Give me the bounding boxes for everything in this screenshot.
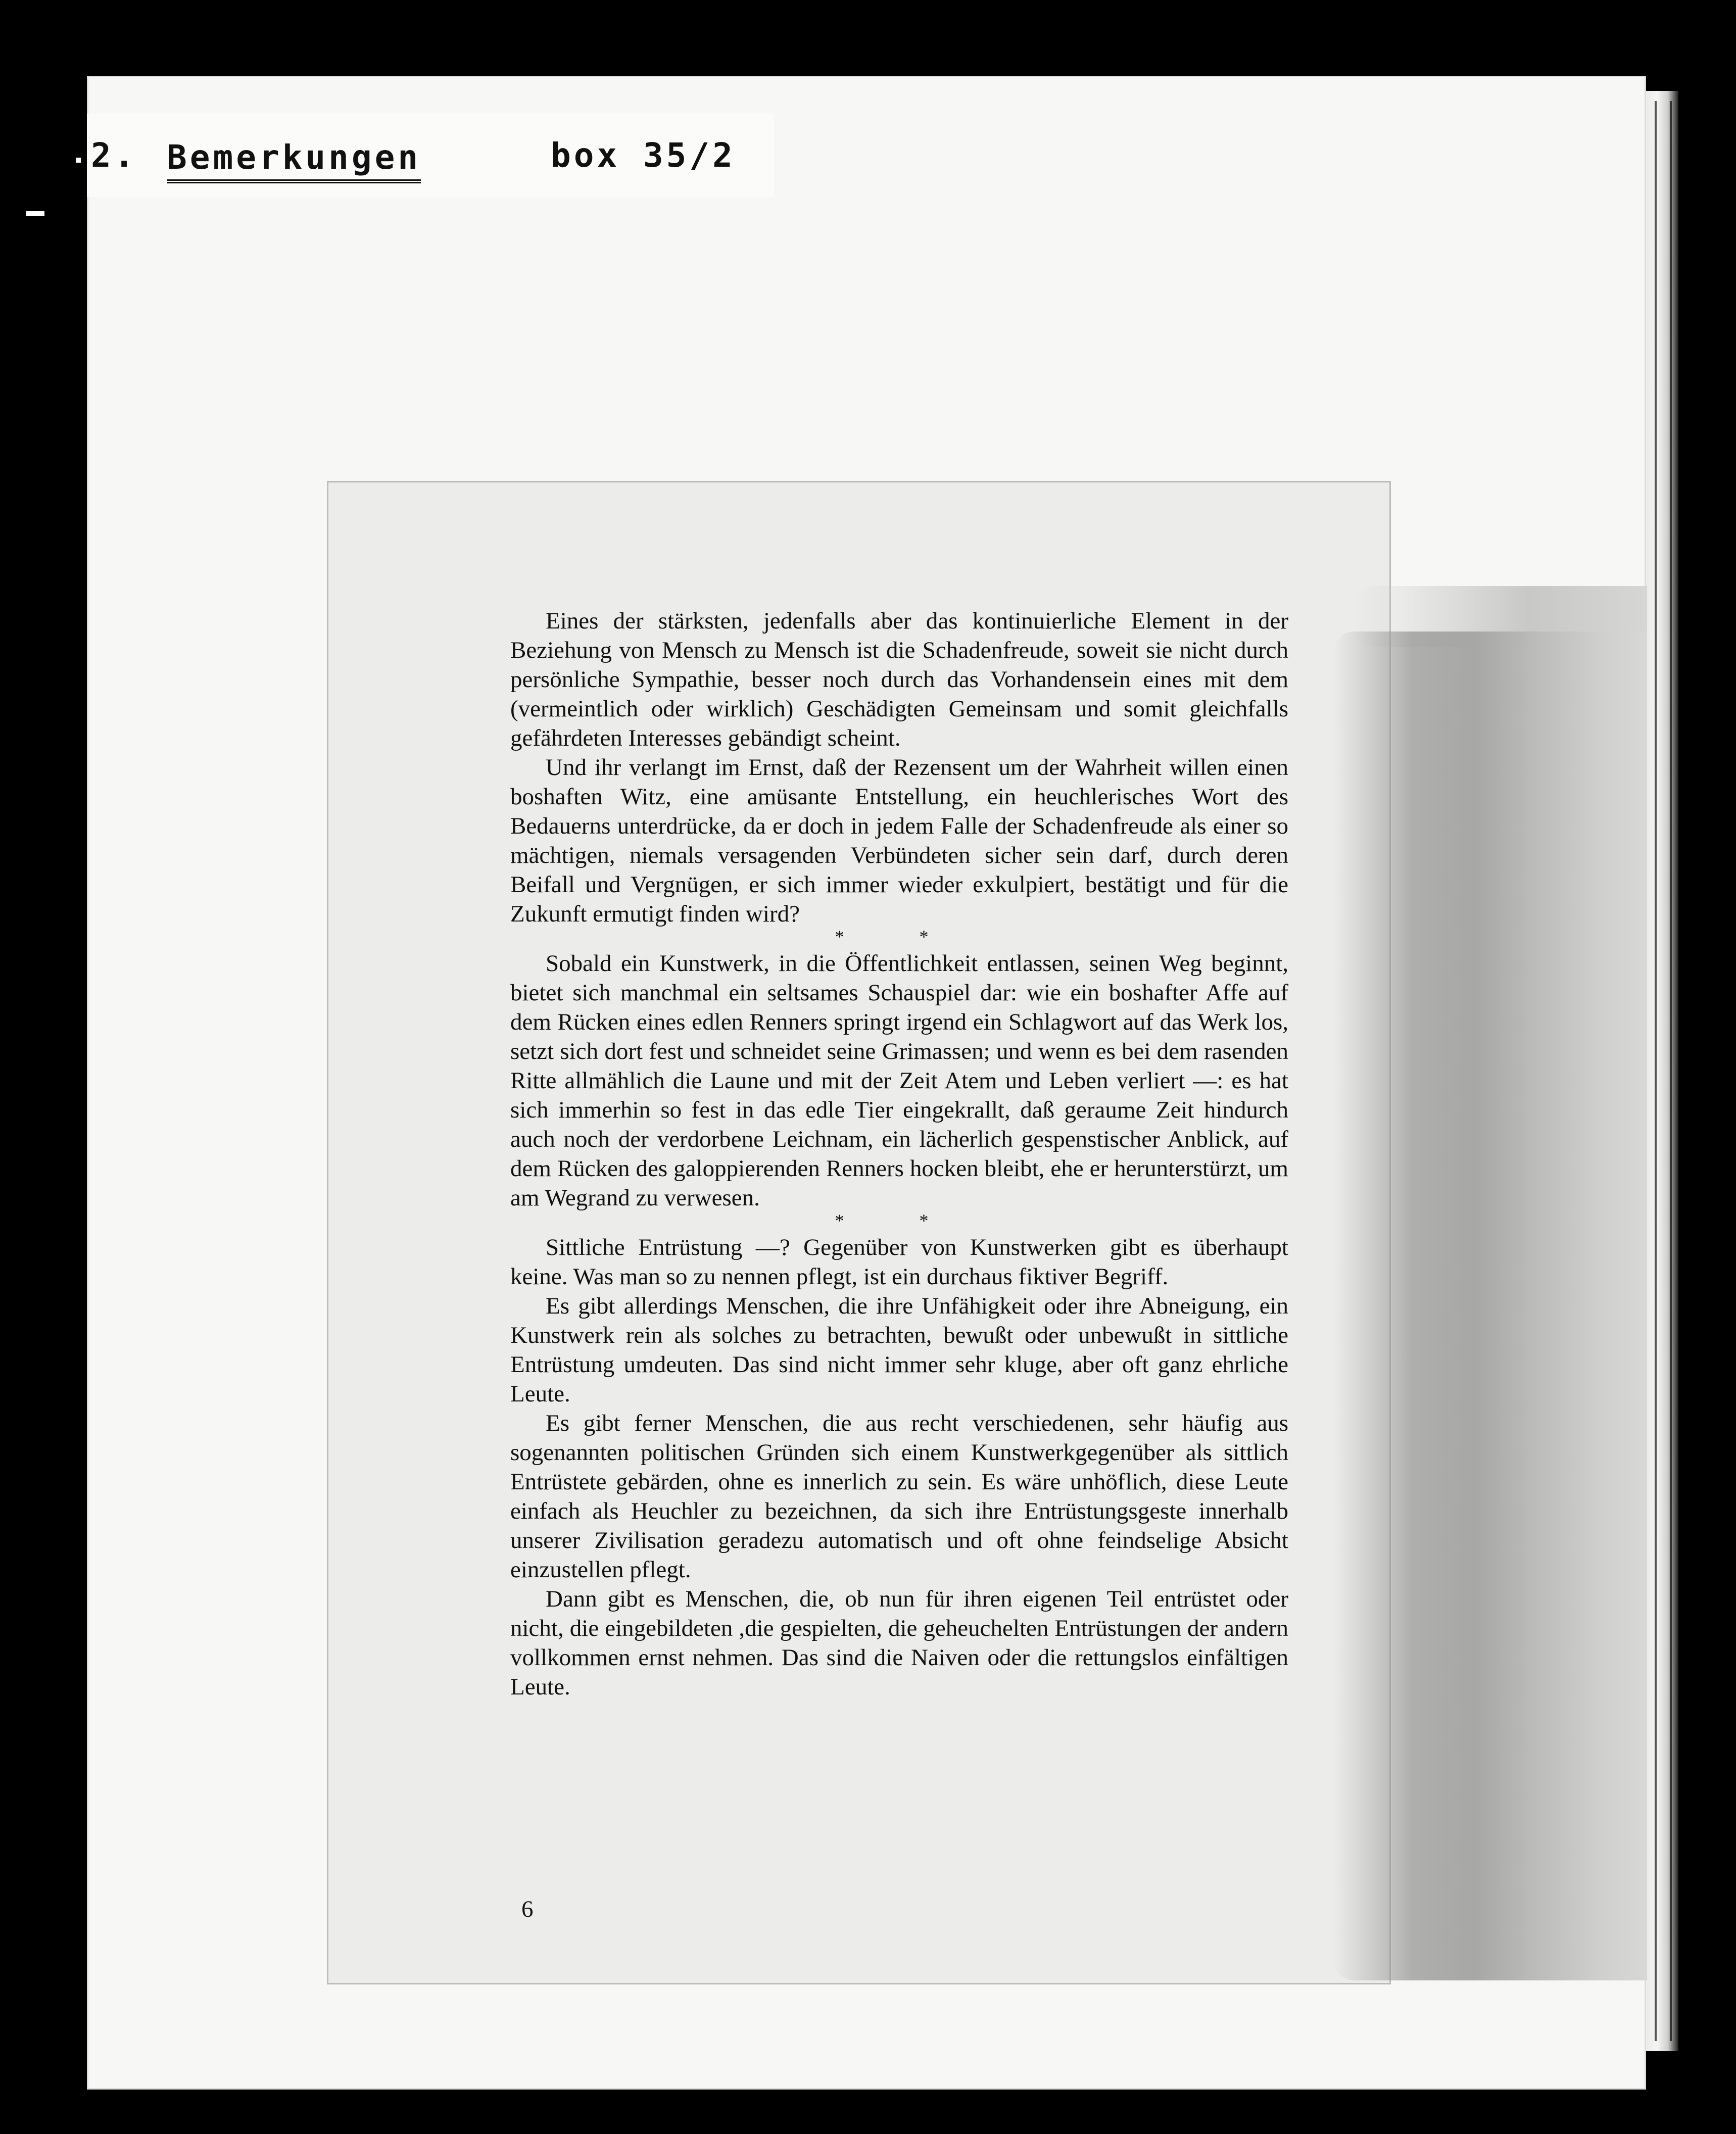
paragraph: Sittliche Entrüstung —? Gegenüber von Kunstwerken gibt es überhaupt keine. Was man so zu nennen pflegt, ist ein durchaus fiktiver Begriff. bbox=[510, 1234, 1288, 1290]
page-text bbox=[510, 606, 1288, 1702]
page-damage-stain bbox=[1334, 632, 1647, 1980]
paragraph: Und ihr verlangt im Ernst, daß der Rezensent um der Wahrheit willen einen boshaften Witz, eine amüsante Entstellung, ein heuchlerisches Wort des Bedauerns unterdrücke, da er doch in jedem Falle der Schadenfreude als einer so mächtigen, niemals versagenden Verbündeten sicher sein darf, durch deren Beifall und Vergnügen, er sich immer wieder exkulpiert, bestätigt und für die Zukunft ermutigt finden wird? bbox=[510, 754, 1288, 927]
paragraph: Es gibt allerdings Menschen, die ihre Unfähigkeit oder ihre Abneigung, ein Kunstwerk rein als solches zu betrachten, bewußt oder unbewußt in sittliche Entrüstung umdeuten. Das sind nicht immer sehr kluge, aber oft ganz ehrliche Leute. bbox=[510, 1293, 1288, 1407]
sheet-edge-line bbox=[1670, 101, 1672, 2041]
page-number: 6 bbox=[521, 1896, 534, 1922]
label-box-reference: box 35/2 bbox=[551, 136, 736, 175]
paragraph: Es gibt ferner Menschen, die aus recht verschiedenen, sehr häufig aus sogenannten politischen Gründen sich einem Kunstwerkgegenüber als sittlich Entrüstete gebärden, ohne es innerlich zu sein. Es wäre unhöflich, diese Leute einfach als Heuchler zu bezeichnen, da sich ihre Entrüstungsgeste innerhalb unserer Zivilisation geradezu automatisch und oft ohne feindselige Absicht einzustellen pflegt. bbox=[510, 1410, 1288, 1583]
section-separator: * * bbox=[835, 1210, 964, 1231]
mount-sheet-edge bbox=[1643, 91, 1678, 2051]
scan-speck bbox=[26, 211, 44, 216]
archive-label bbox=[87, 114, 774, 197]
scan-speck bbox=[76, 158, 81, 163]
label-title: Bemerkungen bbox=[167, 136, 421, 183]
label-number: 2. bbox=[91, 136, 137, 175]
paragraph: Dann gibt es Menschen, die, ob nun für ihren eigenen Teil entrüstet oder nicht, die eingebildeten ,die gespielten, die geheuchelten Entrüstungen der andern vollkommen ernst nehmen. Das sind die Naiven oder die rettungslos einfältigen Leute. bbox=[510, 1586, 1288, 1700]
paragraph: Sobald ein Kunstwerk, in die Öffentlichkeit entlassen, seinen Weg beginnt, bietet sich manchmal ein seltsames Schauspiel dar: wie ein boshafter Affe auf dem Rücken eines edlen Renners springt irgend ein Schlagwort auf das Werk los, setzt sich dort fest und schneidet seine Grimassen; und wenn es bei dem rasenden Ritte allmählich die Laune und mit der Zeit Atem und Leben verliert —: es hat sich immerhin so fest in das edle Tier eingekrallt, daß geraume Zeit hindurch auch noch der verdorbene Leichnam, ein lächerlich gespenstischer Anblick, auf dem Rücken des galoppierenden Renners hocken bleibt, ehe er herunterstürzt, um am Wegrand zu verwesen. bbox=[510, 950, 1288, 1211]
paragraph: Eines der stärksten, jedenfalls aber das kontinuierliche Element in der Beziehung von Mensch zu Mensch ist die Schadenfreude, soweit sie nicht durch persönliche Sympathie, besser noch durch das Vorhandensein eines mit dem (vermeintlich oder wirklich) Geschädigten Gemeinsam und somit gleichfalls gefährdeten Interesses gebändigt scheint. bbox=[510, 608, 1288, 751]
sheet-edge-line bbox=[1655, 101, 1657, 2041]
section-separator: * * bbox=[835, 927, 964, 947]
